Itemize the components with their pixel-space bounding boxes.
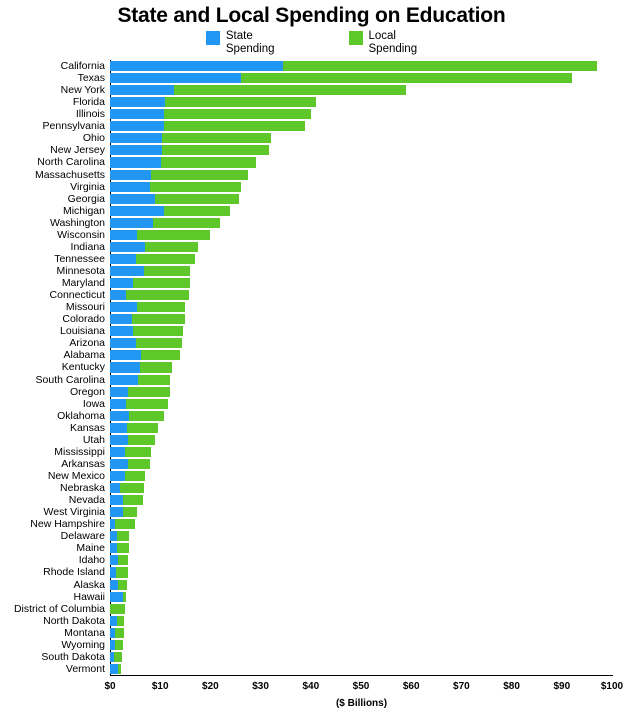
bar-segment-state bbox=[110, 254, 136, 264]
bar-segment-state bbox=[110, 555, 118, 565]
y-axis-tick-label: Vermont bbox=[65, 662, 105, 675]
y-axis-tick-label: Nebraska bbox=[60, 481, 105, 494]
bar-segment-local bbox=[117, 616, 125, 626]
y-axis-tick-label: Colorado bbox=[62, 313, 105, 325]
bar-segment-local bbox=[115, 640, 123, 650]
y-axis-tick-label: West Virginia bbox=[43, 505, 105, 518]
y-axis-tick-label: New Hampshire bbox=[30, 518, 105, 530]
y-axis-tick-label: Oklahoma bbox=[57, 409, 105, 422]
y-axis-tick-label: Massachusetts bbox=[34, 168, 105, 181]
bar-segment-state bbox=[110, 399, 126, 409]
bar-segment-local bbox=[174, 85, 406, 95]
y-axis-tick-label: North Carolina bbox=[37, 156, 105, 169]
bar-segment-local bbox=[116, 567, 128, 577]
y-axis-tick-label: Missouri bbox=[65, 300, 105, 313]
y-axis-tick-label: Delaware bbox=[60, 530, 105, 543]
bar-segment-local bbox=[115, 519, 135, 529]
bar-row bbox=[49, 216, 612, 229]
x-axis-tick-label: $20 bbox=[202, 681, 219, 692]
x-axis-tick-label: $10 bbox=[151, 681, 169, 692]
y-axis-tick-label: Illinois bbox=[75, 108, 105, 120]
bar-segment-local bbox=[118, 664, 122, 674]
bar-row bbox=[62, 313, 612, 325]
bar-segment-local bbox=[127, 423, 158, 433]
bar-segment-local bbox=[128, 387, 170, 397]
legend-entry-state bbox=[206, 30, 275, 55]
bar-segment-state bbox=[110, 375, 138, 385]
legend-swatch-state bbox=[206, 31, 220, 45]
y-axis-tick-label: Arizona bbox=[69, 337, 105, 350]
bar-segment-local bbox=[125, 471, 145, 481]
bar-row bbox=[73, 578, 612, 591]
bar-row bbox=[65, 300, 612, 313]
bar-segment-state bbox=[110, 73, 241, 83]
bar-row bbox=[54, 445, 612, 458]
x-axis-line bbox=[110, 675, 613, 676]
y-axis-tick-label: Nevada bbox=[68, 493, 105, 506]
bar-segment-state bbox=[110, 170, 151, 180]
y-axis-tick-label: District of Columbia bbox=[13, 602, 105, 615]
y-axis-tick-label: Washington bbox=[49, 216, 105, 229]
bar-segment-state bbox=[110, 411, 129, 421]
x-axis-label: ($ Billions) bbox=[335, 698, 388, 709]
bar-row bbox=[76, 542, 612, 555]
y-axis-tick-label: Alaska bbox=[73, 578, 105, 591]
bar-row bbox=[60, 83, 612, 96]
bar-row bbox=[47, 469, 612, 482]
y-axis-tick-label: New Mexico bbox=[47, 469, 105, 482]
bar-row bbox=[70, 240, 612, 253]
bar-segment-state bbox=[110, 157, 161, 167]
y-axis-tick-label: Indiana bbox=[70, 240, 105, 253]
bar-row bbox=[82, 433, 612, 446]
y-axis-tick-label: Connecticut bbox=[49, 288, 105, 301]
bar-row bbox=[61, 638, 612, 651]
bar-row bbox=[67, 192, 612, 205]
bar-row bbox=[54, 252, 612, 265]
bar-segment-state bbox=[110, 471, 125, 481]
y-axis-tick-label: Georgia bbox=[67, 192, 105, 205]
bar-segment-state bbox=[110, 85, 174, 95]
y-axis-tick-label: Iowa bbox=[82, 397, 105, 410]
bar-segment-local bbox=[241, 73, 572, 83]
x-axis-tick-label: $100 bbox=[600, 681, 623, 692]
bar-segment-local bbox=[110, 604, 125, 614]
bar-segment-state bbox=[110, 350, 141, 360]
y-axis-tick-label: Louisiana bbox=[60, 325, 105, 338]
legend-entry-local bbox=[349, 30, 418, 55]
y-axis-tick-label: Maryland bbox=[61, 276, 105, 289]
x-axis-tick-label: $90 bbox=[553, 681, 571, 692]
bar-segment-local bbox=[118, 555, 129, 565]
bar-row bbox=[50, 144, 612, 157]
bar-segment-local bbox=[117, 531, 130, 541]
legend-label-state: State Spending bbox=[225, 30, 275, 55]
bar-segment-state bbox=[110, 266, 144, 276]
bar-segment-local bbox=[120, 483, 144, 493]
x-axis-tick-label: $60 bbox=[402, 681, 420, 692]
x-axis-tick-label: $80 bbox=[503, 681, 520, 692]
y-axis-tick-label: Kansas bbox=[69, 421, 105, 434]
bar-segment-state bbox=[110, 423, 127, 433]
legend-swatch-local bbox=[349, 31, 363, 45]
y-axis-tick-label: New Jersey bbox=[50, 144, 105, 157]
bar-segment-local bbox=[133, 278, 190, 288]
bar-row bbox=[57, 228, 612, 241]
bar-row bbox=[68, 493, 612, 506]
y-axis-tick-label: Arkansas bbox=[61, 457, 105, 470]
bar-segment-local bbox=[162, 133, 271, 143]
bar-row bbox=[82, 132, 612, 145]
bar-segment-local bbox=[151, 170, 248, 180]
bar-segment-local bbox=[126, 290, 189, 300]
bar-row bbox=[42, 120, 612, 133]
y-axis-tick-label: Maine bbox=[76, 542, 105, 555]
bar-row bbox=[62, 204, 612, 217]
bar-row bbox=[77, 71, 612, 84]
bar-segment-state bbox=[110, 242, 145, 252]
x-axis-tick-label: $40 bbox=[302, 681, 320, 692]
bar-segment-local bbox=[126, 399, 168, 409]
bar-segment-state bbox=[110, 302, 137, 312]
bar-segment-local bbox=[118, 580, 127, 590]
bar-segment-state bbox=[110, 507, 123, 517]
bar-segment-state bbox=[110, 447, 125, 457]
bar-segment-local bbox=[132, 314, 185, 324]
bar-segment-local bbox=[137, 230, 210, 240]
bar-segment-local bbox=[145, 242, 198, 252]
y-axis-tick-label: California bbox=[60, 59, 105, 72]
bar-segment-local bbox=[128, 435, 156, 445]
bar-segment-state bbox=[110, 133, 162, 143]
bar-row bbox=[49, 288, 612, 301]
x-axis-tick-label: $30 bbox=[252, 681, 269, 692]
bar-row bbox=[35, 373, 612, 386]
bar-row bbox=[60, 481, 612, 494]
bar-segment-state bbox=[110, 459, 128, 469]
bar-row bbox=[43, 566, 612, 579]
bar-row bbox=[64, 626, 612, 639]
y-axis-tick-label: Michigan bbox=[62, 204, 105, 217]
bar-segment-local bbox=[133, 326, 183, 336]
y-axis-tick-label: Montana bbox=[64, 626, 105, 639]
bar-segment-state bbox=[110, 109, 164, 119]
y-axis-tick-label: Texas bbox=[77, 71, 105, 84]
bar-row bbox=[43, 505, 612, 518]
y-axis-tick-label: Kentucky bbox=[61, 361, 105, 374]
bar-segment-local bbox=[161, 157, 255, 167]
bar-segment-local bbox=[117, 543, 129, 553]
bar-segment-local bbox=[123, 495, 144, 505]
y-axis-tick-label: Ohio bbox=[82, 132, 105, 145]
bar-row bbox=[78, 554, 612, 567]
bar-row bbox=[60, 59, 612, 72]
bar-segment-state bbox=[110, 194, 155, 204]
bar-segment-state bbox=[110, 290, 126, 300]
bar-segment-local bbox=[150, 182, 240, 192]
bar-row bbox=[34, 168, 612, 181]
bar-segment-state bbox=[110, 435, 128, 445]
bar-segment-state bbox=[110, 362, 140, 372]
bar-row bbox=[57, 409, 612, 422]
y-axis-tick-label: North Dakota bbox=[43, 614, 105, 627]
bar-segment-state bbox=[110, 206, 164, 216]
bar-segment-local bbox=[164, 121, 305, 131]
bar-segment-state bbox=[110, 121, 164, 131]
y-axis-tick-label: South Carolina bbox=[35, 373, 105, 386]
bar-segment-state bbox=[110, 61, 283, 71]
bar-row bbox=[37, 156, 612, 169]
bar-segment-local bbox=[164, 109, 311, 119]
bar-segment-local bbox=[115, 628, 124, 638]
bar-segment-state bbox=[110, 664, 118, 674]
bar-row bbox=[73, 590, 612, 603]
bar-segment-local bbox=[128, 459, 150, 469]
y-axis-tick-label: Wyoming bbox=[61, 638, 105, 651]
bar-segment-local bbox=[114, 652, 123, 662]
bar-segment-state bbox=[110, 278, 133, 288]
bar-segment-local bbox=[140, 362, 172, 372]
legend-label-local: Local Spending bbox=[368, 30, 418, 55]
bar-segment-local bbox=[123, 592, 126, 602]
x-axis-tick-label: $70 bbox=[453, 681, 470, 692]
bar-segment-state bbox=[110, 580, 118, 590]
bar-segment-state bbox=[110, 387, 128, 397]
bar-segment-local bbox=[125, 447, 151, 457]
bar-segment-state bbox=[110, 483, 120, 493]
y-axis-tick-label: Hawaii bbox=[73, 590, 105, 603]
y-axis-tick-label: Alabama bbox=[63, 349, 105, 362]
bar-row bbox=[41, 650, 612, 663]
y-axis-tick-label: Tennessee bbox=[54, 252, 105, 265]
y-axis-tick-label: New York bbox=[60, 83, 105, 96]
bar-row bbox=[72, 95, 612, 108]
bar-segment-local bbox=[137, 302, 185, 312]
bar-segment-local bbox=[138, 375, 170, 385]
bar-row bbox=[70, 180, 612, 193]
bar-row bbox=[30, 518, 612, 530]
bar-segment-local bbox=[164, 206, 231, 216]
bar-segment-local bbox=[283, 61, 597, 71]
bar-segment-state bbox=[110, 495, 123, 505]
bar-row bbox=[75, 108, 612, 120]
y-axis-tick-label: Mississippi bbox=[54, 445, 105, 458]
bar-segment-state bbox=[110, 97, 165, 107]
bar-row bbox=[69, 421, 612, 434]
bar-segment-local bbox=[123, 507, 137, 517]
bar-segment-local bbox=[129, 411, 164, 421]
bar-row bbox=[69, 385, 612, 398]
y-axis-tick-label: Virginia bbox=[70, 180, 105, 193]
bar-segment-state bbox=[110, 230, 137, 240]
bar-segment-state bbox=[110, 182, 150, 192]
bar-row bbox=[56, 264, 612, 277]
x-axis-tick-label: $0 bbox=[104, 681, 116, 692]
chart-legend bbox=[0, 30, 623, 55]
y-axis-tick-label: Utah bbox=[82, 433, 105, 446]
chart-title: State and Local Spending on Education bbox=[117, 4, 506, 27]
bar-segment-state bbox=[110, 314, 132, 324]
bar-segment-state bbox=[110, 592, 123, 602]
bar-segment-local bbox=[153, 218, 221, 228]
bar-segment-local bbox=[141, 350, 180, 360]
y-axis-tick-label: Rhode Island bbox=[43, 566, 105, 579]
y-axis-tick-label: Pennsylvania bbox=[42, 120, 105, 133]
bar-row bbox=[60, 530, 612, 543]
bar-segment-local bbox=[136, 338, 182, 348]
bar-row bbox=[61, 361, 612, 374]
bar-segment-local bbox=[144, 266, 190, 276]
bar-segment-local bbox=[165, 97, 316, 107]
y-axis-tick-label: Idaho bbox=[78, 554, 105, 567]
bar-segment-state bbox=[110, 326, 133, 336]
bar-segment-state bbox=[110, 145, 162, 155]
bar-row bbox=[63, 349, 612, 362]
bar-segment-local bbox=[162, 145, 269, 155]
bar-row bbox=[61, 276, 612, 289]
bar-segment-local bbox=[155, 194, 238, 204]
y-axis-tick-label: Oregon bbox=[69, 385, 105, 398]
y-axis-tick-label: Florida bbox=[72, 95, 105, 108]
plot-area bbox=[13, 59, 623, 692]
bar-segment-local bbox=[136, 254, 195, 264]
bar-row bbox=[43, 614, 612, 627]
bar-row bbox=[13, 602, 612, 615]
y-axis-tick-label: Wisconsin bbox=[57, 228, 105, 241]
y-axis-tick-label: South Dakota bbox=[41, 650, 105, 663]
bar-segment-state bbox=[110, 218, 153, 228]
y-axis-tick-label: Minnesota bbox=[56, 264, 105, 277]
bar-row bbox=[65, 662, 612, 675]
bar-row bbox=[60, 325, 612, 338]
bar-row bbox=[69, 337, 612, 350]
bar-row bbox=[82, 397, 612, 410]
x-axis-tick-label: $50 bbox=[352, 681, 370, 692]
bar-segment-state bbox=[110, 338, 136, 348]
bar-row bbox=[61, 457, 612, 470]
